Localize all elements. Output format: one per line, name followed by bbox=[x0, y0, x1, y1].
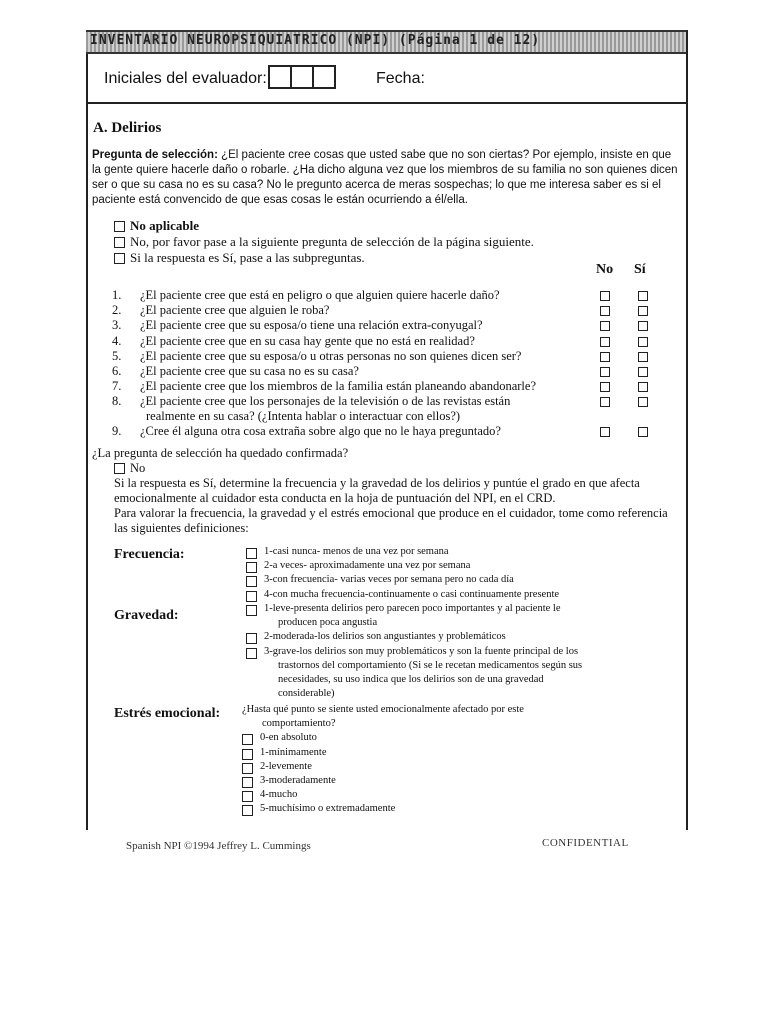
option-text: 3-moderadamente bbox=[260, 775, 336, 787]
option-text-line: 1-leve-presenta delirios pero parecen poco importantes y al paciente le bbox=[264, 603, 561, 614]
gravedad-option[interactable] bbox=[246, 645, 656, 702]
confirm-paragraph-1: Si la respuesta es Sí, determine la frecuencia y la gravedad de los delirios y puntúe el grado en que afecta emocionalmente al cuidador esta conducta en la hoja de puntuación del NPI, en el CRD. bbox=[114, 476, 640, 505]
checkbox-no[interactable] bbox=[600, 337, 610, 347]
option-text: 4-mucho bbox=[260, 789, 298, 801]
item-text: ¿El paciente cree que su esposa/o u otras personas no son quienes dicen ser? bbox=[140, 348, 522, 363]
checkbox-si[interactable] bbox=[638, 382, 648, 392]
option-text-line: considerable) bbox=[278, 688, 335, 700]
checkbox-si[interactable] bbox=[638, 291, 648, 301]
footer-copyright: Spanish NPI ©1994 Jeffrey L. Cummings bbox=[126, 840, 311, 852]
option-label: Si la respuesta es Sí, pase a las subpreguntas. bbox=[130, 250, 365, 265]
item-number: 6. bbox=[112, 363, 122, 378]
checkbox-no[interactable] bbox=[600, 382, 610, 392]
checkbox-si[interactable] bbox=[638, 352, 648, 362]
confirm-no-label: No bbox=[130, 461, 146, 475]
question-line: ¿Hasta qué punto se siente usted emocionalmente afectado por este bbox=[242, 704, 524, 715]
date-label: Fecha: bbox=[376, 70, 425, 87]
subquestion-row bbox=[112, 288, 672, 303]
estres-option[interactable] bbox=[242, 802, 652, 816]
question-label: Pregunta de selección: bbox=[92, 149, 218, 161]
item-number: 3. bbox=[112, 318, 122, 333]
checkbox[interactable] bbox=[114, 221, 125, 232]
initial-box[interactable] bbox=[268, 65, 292, 89]
option-text: 3-con frecuencia- varias veces por semana pero no cada día bbox=[264, 574, 514, 586]
subquestion-row bbox=[112, 303, 672, 318]
section-title: A. Delirios bbox=[93, 120, 162, 136]
confirm-question: ¿La pregunta de selección ha quedado confirmada? bbox=[92, 446, 349, 460]
option-text-line: trastornos del comportamiento (Si se le recetan medicamentos según sus bbox=[278, 659, 583, 671]
checkbox-si[interactable] bbox=[638, 337, 648, 347]
estres-options bbox=[242, 703, 652, 817]
checkbox[interactable] bbox=[246, 576, 257, 587]
estres-question bbox=[242, 703, 652, 731]
item-number: 1. bbox=[112, 288, 122, 302]
gravedad-label: Gravedad: bbox=[114, 608, 179, 623]
item-number: 5. bbox=[112, 348, 122, 363]
estres-option[interactable] bbox=[242, 746, 652, 760]
item-number: 9. bbox=[112, 424, 122, 439]
item-text: ¿Cree él alguna otra cosa extraña sobre algo que no le haya preguntado? bbox=[140, 424, 501, 439]
option-text: 5-muchísimo o extremadamente bbox=[260, 803, 396, 815]
question-text: ¿El paciente cree cosas que usted sabe que no son ciertas? Por ejemplo, insiste en que la gente quiere hacerle daño o robarle. ¿Ha dicho alguna vez que los miembros de su familia no son quienes dicen ser o que su casa no es su casa? No le pregunto acerca de meras sospechas; lo que me interesa saber es si el paciente está convencido de que esas cosas le están ocurriendo a él/ella. bbox=[92, 149, 678, 206]
option-text: 4-con mucha frecuencia-continuamente o casi continuamente presente bbox=[264, 588, 560, 600]
option-no[interactable] bbox=[114, 234, 534, 250]
subquestion-row bbox=[112, 349, 672, 364]
document-page bbox=[86, 30, 688, 850]
initial-box[interactable] bbox=[290, 65, 314, 89]
checkbox-si[interactable] bbox=[638, 427, 648, 437]
subquestion-row bbox=[112, 334, 672, 349]
option-text: 2-a veces- aproximadamente una vez por semana bbox=[264, 560, 471, 572]
checkbox[interactable] bbox=[246, 591, 257, 602]
confirm-paragraph-2: Para valorar la frecuencia, la gravedad y el estrés emocional que produce en el cuidador, tome como referencia las siguientes definiciones: bbox=[114, 506, 668, 535]
option-label: No, por favor pase a la siguiente pregunta de selección de la página siguiente. bbox=[130, 234, 534, 249]
checkbox[interactable] bbox=[114, 253, 125, 264]
item-text bbox=[140, 394, 580, 424]
subquestion-row bbox=[112, 424, 672, 439]
estres-option[interactable] bbox=[242, 731, 652, 745]
checkbox[interactable] bbox=[246, 548, 257, 559]
checkbox[interactable] bbox=[242, 777, 253, 788]
option-text-line: necesidades, su uso indica que los delirios son de una gravedad bbox=[278, 674, 544, 686]
item-text-line1: ¿El paciente cree que los personajes de la televisión o de las revistas están bbox=[140, 394, 511, 409]
gravedad-options bbox=[246, 602, 656, 701]
confirmation-block bbox=[92, 446, 672, 536]
checkbox-no[interactable] bbox=[600, 306, 610, 316]
estres-option[interactable] bbox=[242, 788, 652, 802]
option-text bbox=[264, 645, 656, 702]
option-text: 0-en absoluto bbox=[260, 732, 317, 744]
estres-option[interactable] bbox=[242, 760, 652, 774]
confirm-no-option[interactable] bbox=[92, 461, 672, 476]
initials-boxes bbox=[268, 65, 334, 89]
item-text: ¿El paciente cree que su esposa/o tiene una relación extra-conyugal? bbox=[140, 318, 483, 333]
header-bar bbox=[86, 30, 686, 54]
checkbox-no[interactable] bbox=[600, 397, 610, 407]
item-text: ¿El paciente cree que en su casa hay gente que no está en realidad? bbox=[140, 333, 475, 348]
option-text: 1-mínimamente bbox=[260, 746, 327, 758]
checkbox-si[interactable] bbox=[638, 321, 648, 331]
checkbox[interactable] bbox=[242, 791, 253, 802]
column-header-si: Sí bbox=[634, 262, 646, 277]
estres-label: Estrés emocional: bbox=[114, 706, 221, 721]
subquestion-row bbox=[112, 394, 672, 424]
item-text: ¿El paciente cree que alguien le roba? bbox=[140, 303, 330, 318]
checkbox[interactable] bbox=[246, 562, 257, 573]
subquestion-row bbox=[112, 364, 672, 379]
option-text bbox=[264, 602, 656, 630]
option-text: 1-casi nunca- menos de una vez por semana bbox=[264, 546, 449, 557]
gravedad-option[interactable] bbox=[246, 630, 656, 644]
frecuencia-option[interactable] bbox=[246, 588, 656, 602]
option-label: No aplicable bbox=[130, 218, 199, 233]
checkbox-si[interactable] bbox=[638, 367, 648, 377]
estres-question-text bbox=[242, 703, 652, 731]
initial-box[interactable] bbox=[312, 65, 336, 89]
checkbox-no[interactable] bbox=[600, 367, 610, 377]
checkbox[interactable] bbox=[242, 749, 253, 760]
frecuencia-option[interactable] bbox=[246, 545, 656, 559]
subquestion-row bbox=[112, 318, 672, 333]
checkbox[interactable] bbox=[242, 734, 253, 745]
checkbox-si[interactable] bbox=[638, 397, 648, 407]
evaluator-label: Iniciales del evaluador: bbox=[104, 70, 267, 87]
item-number: 2. bbox=[112, 303, 122, 318]
checkbox[interactable] bbox=[246, 633, 257, 644]
estres-option[interactable] bbox=[242, 774, 652, 788]
option-not-applicable[interactable] bbox=[114, 218, 534, 234]
option-text-line: producen poca angustia bbox=[278, 617, 378, 629]
frecuencia-label: Frecuencia: bbox=[114, 547, 185, 562]
item-number: 4. bbox=[112, 333, 122, 348]
frecuencia-options bbox=[246, 545, 656, 602]
question-line: comportamiento? bbox=[262, 718, 336, 730]
item-text: ¿El paciente cree que su casa no es su casa? bbox=[140, 363, 359, 378]
checkbox[interactable] bbox=[114, 237, 125, 248]
checkbox-si[interactable] bbox=[638, 306, 648, 316]
item-text: ¿El paciente cree que los miembros de la familia están planeando abandonarle? bbox=[140, 379, 537, 394]
option-text: 2-moderada-los delirios son angustiantes y problemáticos bbox=[264, 631, 506, 643]
column-header-no: No bbox=[596, 262, 614, 277]
subquestion-row bbox=[112, 379, 672, 394]
item-text: ¿El paciente cree que está en peligro o que alguien quiere hacerle daño? bbox=[140, 288, 500, 302]
option-text-line: 3-grave-los delirios son muy problemáticos y son la fuente principal de los bbox=[264, 645, 579, 657]
screening-options bbox=[114, 218, 534, 266]
checkbox[interactable] bbox=[246, 605, 257, 616]
footer-confidential: CONFIDENTIAL bbox=[542, 837, 629, 849]
item-number: 7. bbox=[112, 379, 122, 394]
checkbox[interactable] bbox=[246, 648, 257, 659]
checkbox-no[interactable] bbox=[600, 291, 610, 301]
frecuencia-option[interactable] bbox=[246, 573, 656, 587]
option-text: 2-levemente bbox=[260, 760, 312, 772]
gravedad-option[interactable] bbox=[246, 602, 656, 630]
header-title: INVENTARIO NEUROPSIQUIATRICO (NPI) (Página 1 de 12) bbox=[90, 33, 541, 48]
checkbox[interactable] bbox=[242, 763, 253, 774]
item-number: 8. bbox=[112, 394, 122, 409]
subquestion-list bbox=[112, 288, 672, 440]
checkbox[interactable] bbox=[114, 463, 125, 474]
frecuencia-option[interactable] bbox=[246, 559, 656, 573]
item-text-line2: realmente en su casa? (¿Intenta hablar o interactuar con ellos?) bbox=[146, 409, 461, 424]
checkbox-no[interactable] bbox=[600, 352, 610, 362]
option-yes[interactable] bbox=[114, 250, 534, 266]
evaluator-row bbox=[86, 52, 686, 104]
checkbox[interactable] bbox=[242, 805, 253, 816]
checkbox-no[interactable] bbox=[600, 427, 610, 437]
checkbox-no[interactable] bbox=[600, 321, 610, 331]
screening-question bbox=[92, 148, 680, 208]
